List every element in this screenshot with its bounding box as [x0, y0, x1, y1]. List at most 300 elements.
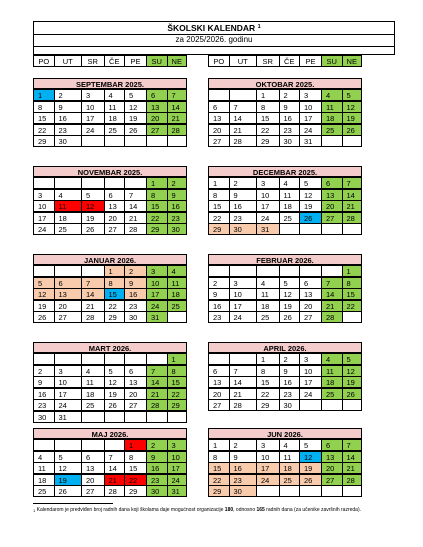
empty-cell — [299, 265, 322, 277]
day-cell: 7 — [104, 451, 126, 463]
day-cell: 25 — [104, 124, 126, 136]
day-cell: 30 — [54, 135, 83, 147]
empty-cell — [279, 223, 301, 235]
day-cell: 19 — [33, 300, 55, 312]
day-header-če: ČE — [104, 55, 126, 67]
day-cell: 11 — [279, 451, 301, 463]
footnote-text: , odnosno — [233, 507, 257, 513]
day-header-ut: UT — [229, 55, 258, 67]
empty-cell — [167, 311, 188, 323]
empty-cell — [33, 265, 55, 277]
empty-cell — [33, 439, 55, 451]
day-cell: 12 — [279, 288, 301, 300]
day-cell: 9 — [33, 376, 55, 388]
title-footnote-mark: 1 — [257, 24, 261, 30]
day-cell: 1 — [342, 265, 363, 277]
day-cell: 22 — [256, 124, 280, 136]
day-cell: 5 — [124, 89, 147, 101]
day-cell: 20 — [146, 112, 168, 124]
day-cell: 26 — [33, 311, 55, 323]
day-cell: 6 — [208, 365, 230, 377]
day-cell: 14 — [342, 189, 363, 201]
day-cell: 18 — [279, 200, 301, 212]
day-cell: 18 — [54, 212, 83, 224]
day-cell: 21 — [124, 212, 147, 224]
day-cell: 18 — [167, 288, 188, 300]
day-cell: 13 — [104, 200, 126, 212]
day-cell: 2 — [33, 365, 55, 377]
day-cell: 28 — [104, 485, 126, 497]
day-header-pe: PE — [124, 55, 147, 67]
day-cell: 16 — [279, 112, 301, 124]
day-cell: 27 — [54, 311, 83, 323]
day-cell: 1 — [33, 89, 55, 101]
day-cell: 2 — [279, 89, 301, 101]
empty-cell — [167, 135, 188, 147]
day-cell: 7 — [229, 101, 258, 113]
day-cell: 19 — [299, 462, 322, 474]
day-cell: 16 — [229, 462, 258, 474]
empty-cell — [321, 485, 343, 497]
day-cell: 7 — [146, 365, 168, 377]
day-cell: 21 — [81, 300, 105, 312]
day-cell: 18 — [81, 388, 105, 400]
day-cell: 18 — [279, 462, 301, 474]
day-cell: 25 — [279, 212, 301, 224]
day-cell: 9 — [146, 451, 168, 463]
day-header-pe: PE — [299, 55, 322, 67]
day-cell: 26 — [342, 388, 363, 400]
day-cell: 28 — [81, 311, 105, 323]
day-cell: 8 — [124, 451, 147, 463]
empty-cell — [146, 411, 168, 423]
day-cell: 7 — [167, 89, 188, 101]
day-cell: 14 — [321, 288, 343, 300]
day-cell: 13 — [54, 288, 83, 300]
day-cell: 23 — [33, 399, 55, 411]
day-cell: 21 — [229, 124, 258, 136]
day-cell: 25 — [256, 311, 280, 323]
day-cell: 18 — [321, 112, 343, 124]
footnote — [33, 507, 395, 514]
footnote-divider — [33, 503, 113, 504]
day-cell: 31 — [167, 485, 188, 497]
day-cell: 26 — [124, 124, 147, 136]
day-cell: 8 — [208, 189, 230, 201]
day-cell: 2 — [146, 439, 168, 451]
day-cell: 2 — [54, 89, 83, 101]
empty-cell — [256, 485, 280, 497]
day-cell: 5 — [81, 189, 105, 201]
day-cell: 7 — [81, 277, 105, 289]
month-title: MART 2026. — [33, 342, 187, 353]
day-cell: 22 — [342, 300, 363, 312]
day-cell: 28 — [321, 311, 343, 323]
month-title: DECEMBAR 2025. — [208, 166, 362, 177]
day-cell: 30 — [279, 135, 301, 147]
day-cell: 12 — [33, 288, 55, 300]
day-cell: 11 — [81, 376, 105, 388]
day-cell: 31 — [299, 135, 322, 147]
day-cell: 1 — [208, 439, 230, 451]
day-cell: 21 — [104, 474, 126, 486]
day-cell: 3 — [299, 89, 322, 101]
empty-cell — [81, 439, 105, 451]
day-cell: 22 — [33, 124, 55, 136]
day-cell: 18 — [256, 300, 280, 312]
day-cell: 2 — [229, 177, 258, 189]
day-cell: 16 — [229, 200, 258, 212]
day-cell: 4 — [167, 265, 188, 277]
day-cell: 28 — [342, 474, 363, 486]
day-cell: 12 — [299, 189, 322, 201]
day-cell: 17 — [146, 288, 168, 300]
day-cell: 18 — [321, 376, 343, 388]
day-cell: 2 — [229, 439, 258, 451]
day-cell: 2 — [208, 277, 230, 289]
day-cell: 12 — [124, 101, 147, 113]
day-cell: 15 — [256, 376, 280, 388]
empty-cell — [54, 353, 83, 365]
day-cell: 5 — [33, 277, 55, 289]
day-cell: 17 — [229, 300, 258, 312]
day-cell: 14 — [104, 462, 126, 474]
month-title: OKTOBAR 2025. — [208, 78, 362, 89]
day-cell: 15 — [124, 462, 147, 474]
day-cell: 17 — [54, 388, 83, 400]
empty-cell — [342, 311, 363, 323]
day-cell: 11 — [279, 189, 301, 201]
day-cell: 12 — [342, 101, 363, 113]
day-cell: 9 — [229, 189, 258, 201]
title-text: ŠKOLSKI KALENDAR — [167, 23, 256, 33]
day-cell: 18 — [33, 474, 55, 486]
day-header-su: SU — [321, 55, 343, 67]
month-title: APRIL 2026. — [208, 342, 362, 353]
day-cell: 25 — [321, 124, 343, 136]
day-cell: 28 — [124, 223, 147, 235]
day-cell: 30 — [229, 223, 258, 235]
day-cell: 22 — [104, 300, 126, 312]
day-cell: 27 — [104, 223, 126, 235]
day-cell: 11 — [33, 462, 55, 474]
day-cell: 6 — [81, 451, 105, 463]
day-cell: 5 — [104, 365, 126, 377]
day-cell: 27 — [208, 399, 230, 411]
month-title: MAJ 2026. — [33, 428, 187, 439]
day-cell: 13 — [81, 462, 105, 474]
day-cell: 16 — [33, 388, 55, 400]
empty-cell — [299, 399, 322, 411]
day-cell: 29 — [167, 399, 188, 411]
day-cell: 14 — [229, 112, 258, 124]
day-cell: 20 — [208, 124, 230, 136]
calendar-subtitle: za 2025/2026. godinu — [33, 34, 395, 47]
day-cell: 17 — [81, 112, 105, 124]
day-cell: 16 — [279, 376, 301, 388]
day-cell: 19 — [342, 112, 363, 124]
day-cell: 21 — [342, 200, 363, 212]
day-cell: 24 — [167, 474, 188, 486]
day-header-če: ČE — [279, 55, 301, 67]
day-cell: 17 — [299, 376, 322, 388]
day-cell: 29 — [104, 311, 126, 323]
day-cell: 1 — [124, 439, 147, 451]
empty-cell — [279, 265, 301, 277]
footnote-days-total: 180 — [224, 507, 234, 513]
day-cell: 10 — [81, 101, 105, 113]
day-cell: 29 — [146, 223, 168, 235]
day-header-sr: SR — [256, 55, 280, 67]
day-cell: 4 — [81, 365, 105, 377]
empty-cell — [124, 177, 147, 189]
day-cell: 3 — [33, 189, 55, 201]
day-cell: 13 — [146, 101, 168, 113]
day-cell: 10 — [299, 365, 322, 377]
day-cell: 10 — [54, 376, 83, 388]
day-cell: 3 — [146, 265, 168, 277]
day-cell: 22 — [124, 474, 147, 486]
empty-cell — [81, 265, 105, 277]
day-cell: 3 — [299, 353, 322, 365]
day-cell: 5 — [342, 353, 363, 365]
footnote-text: Kalendarom je predviđen broj radnih dana koji školama daje mogućnost organizacije — [36, 507, 225, 513]
day-cell: 17 — [33, 212, 55, 224]
day-cell: 13 — [299, 288, 322, 300]
day-cell: 17 — [167, 462, 188, 474]
day-cell: 21 — [167, 112, 188, 124]
day-cell: 24 — [33, 223, 55, 235]
day-cell: 3 — [256, 177, 280, 189]
day-cell: 15 — [342, 288, 363, 300]
day-cell: 12 — [81, 200, 105, 212]
day-cell: 11 — [54, 200, 83, 212]
day-cell: 5 — [299, 177, 322, 189]
footnote-text: radnih dana (za učenike završnih razreda). — [264, 507, 362, 513]
day-cell: 2 — [167, 177, 188, 189]
day-cell: 9 — [208, 288, 230, 300]
day-header-ne: NE — [167, 55, 188, 67]
day-cell: 19 — [299, 200, 322, 212]
empty-cell — [104, 439, 126, 451]
day-cell: 10 — [229, 288, 258, 300]
day-cell: 25 — [321, 388, 343, 400]
day-cell: 19 — [124, 112, 147, 124]
day-cell: 14 — [342, 451, 363, 463]
day-cell: 7 — [342, 439, 363, 451]
day-cell: 4 — [54, 189, 83, 201]
day-cell: 4 — [104, 89, 126, 101]
day-cell: 5 — [342, 89, 363, 101]
day-cell: 23 — [279, 124, 301, 136]
day-cell: 3 — [167, 439, 188, 451]
day-cell: 4 — [256, 277, 280, 289]
day-cell: 3 — [256, 439, 280, 451]
day-cell: 1 — [167, 353, 188, 365]
day-cell: 7 — [321, 277, 343, 289]
empty-cell — [167, 411, 188, 423]
day-cell: 6 — [124, 365, 147, 377]
day-cell: 25 — [167, 300, 188, 312]
day-cell: 26 — [104, 399, 126, 411]
empty-cell — [321, 135, 343, 147]
day-cell: 6 — [104, 189, 126, 201]
day-cell: 8 — [167, 365, 188, 377]
day-cell: 1 — [256, 353, 280, 365]
day-cell: 19 — [81, 212, 105, 224]
day-cell: 20 — [208, 388, 230, 400]
day-cell: 5 — [299, 439, 322, 451]
day-cell: 25 — [279, 474, 301, 486]
day-cell: 21 — [342, 462, 363, 474]
day-cell: 20 — [81, 474, 105, 486]
header-spacer — [33, 46, 395, 55]
day-cell: 7 — [229, 365, 258, 377]
day-cell: 9 — [229, 451, 258, 463]
day-cell: 8 — [342, 277, 363, 289]
day-cell: 12 — [54, 462, 83, 474]
day-cell: 30 — [167, 223, 188, 235]
empty-cell — [124, 135, 147, 147]
empty-cell — [208, 89, 230, 101]
day-cell: 25 — [81, 399, 105, 411]
day-cell: 18 — [104, 112, 126, 124]
day-cell: 28 — [342, 212, 363, 224]
day-cell: 22 — [256, 388, 280, 400]
day-cell: 16 — [124, 288, 147, 300]
day-cell: 20 — [321, 462, 343, 474]
day-cell: 4 — [33, 451, 55, 463]
day-cell: 26 — [299, 212, 322, 224]
day-cell: 27 — [146, 124, 168, 136]
day-cell: 9 — [279, 101, 301, 113]
day-cell: 29 — [208, 223, 230, 235]
day-cell: 29 — [124, 485, 147, 497]
day-cell: 27 — [208, 135, 230, 147]
day-cell: 10 — [256, 451, 280, 463]
day-cell: 20 — [54, 300, 83, 312]
day-cell: 12 — [104, 376, 126, 388]
day-cell: 23 — [229, 474, 258, 486]
empty-cell — [124, 411, 147, 423]
empty-cell — [229, 89, 258, 101]
day-cell: 23 — [124, 300, 147, 312]
day-cell: 15 — [208, 200, 230, 212]
day-header-ne: NE — [342, 55, 363, 67]
day-cell: 30 — [279, 399, 301, 411]
day-cell: 30 — [229, 485, 258, 497]
day-cell: 1 — [208, 177, 230, 189]
day-cell: 24 — [299, 124, 322, 136]
empty-cell — [104, 177, 126, 189]
empty-cell — [81, 135, 105, 147]
day-cell: 21 — [229, 388, 258, 400]
day-cell: 13 — [321, 189, 343, 201]
day-cell: 4 — [279, 177, 301, 189]
day-cell: 31 — [54, 411, 83, 423]
day-cell: 20 — [104, 212, 126, 224]
day-cell: 20 — [124, 388, 147, 400]
day-cell: 10 — [167, 451, 188, 463]
empty-cell — [104, 135, 126, 147]
day-cell: 13 — [124, 376, 147, 388]
month-title: FEBRUAR 2026. — [208, 254, 362, 265]
day-cell: 6 — [299, 277, 322, 289]
day-cell: 2 — [279, 353, 301, 365]
day-cell: 14 — [146, 376, 168, 388]
day-cell: 8 — [104, 277, 126, 289]
day-cell: 23 — [229, 212, 258, 224]
day-cell: 9 — [167, 189, 188, 201]
day-cell: 13 — [208, 112, 230, 124]
empty-cell — [342, 135, 363, 147]
day-cell: 6 — [208, 101, 230, 113]
day-cell: 24 — [54, 399, 83, 411]
empty-cell — [33, 353, 55, 365]
day-cell: 21 — [321, 300, 343, 312]
day-cell: 22 — [208, 474, 230, 486]
day-cell: 15 — [104, 288, 126, 300]
day-cell: 30 — [124, 311, 147, 323]
day-header-po: PO — [33, 55, 55, 67]
day-cell: 8 — [33, 101, 55, 113]
day-cell: 5 — [54, 451, 83, 463]
day-cell: 8 — [208, 451, 230, 463]
day-cell: 26 — [279, 311, 301, 323]
day-header-po: PO — [208, 55, 230, 67]
empty-cell — [342, 485, 363, 497]
empty-cell — [81, 353, 105, 365]
day-cell: 27 — [321, 474, 343, 486]
day-header-ut: UT — [54, 55, 83, 67]
empty-cell — [279, 485, 301, 497]
empty-cell — [54, 439, 83, 451]
day-cell: 29 — [208, 485, 230, 497]
day-cell: 6 — [321, 177, 343, 189]
month-title: JUN 2026. — [208, 428, 362, 439]
day-cell: 31 — [146, 311, 168, 323]
day-cell: 19 — [104, 388, 126, 400]
day-cell: 28 — [167, 124, 188, 136]
empty-cell — [321, 223, 343, 235]
day-cell: 3 — [54, 365, 83, 377]
day-cell: 21 — [146, 388, 168, 400]
empty-cell — [81, 177, 105, 189]
day-cell: 29 — [33, 135, 55, 147]
day-cell: 27 — [321, 212, 343, 224]
day-cell: 3 — [81, 89, 105, 101]
day-cell: 26 — [342, 124, 363, 136]
footnote-days-final: 165 — [256, 507, 265, 513]
day-cell: 20 — [321, 200, 343, 212]
day-cell: 14 — [124, 200, 147, 212]
day-cell: 9 — [124, 277, 147, 289]
day-cell: 11 — [321, 101, 343, 113]
day-cell: 24 — [299, 388, 322, 400]
day-cell: 24 — [256, 212, 280, 224]
day-cell: 29 — [256, 399, 280, 411]
day-cell: 27 — [81, 485, 105, 497]
day-header-su: SU — [146, 55, 168, 67]
day-cell: 25 — [54, 223, 83, 235]
day-cell: 14 — [167, 101, 188, 113]
day-cell: 15 — [33, 112, 55, 124]
day-cell: 9 — [279, 365, 301, 377]
day-cell: 20 — [299, 300, 322, 312]
empty-cell — [54, 265, 83, 277]
day-cell: 3 — [229, 277, 258, 289]
day-cell: 14 — [229, 376, 258, 388]
